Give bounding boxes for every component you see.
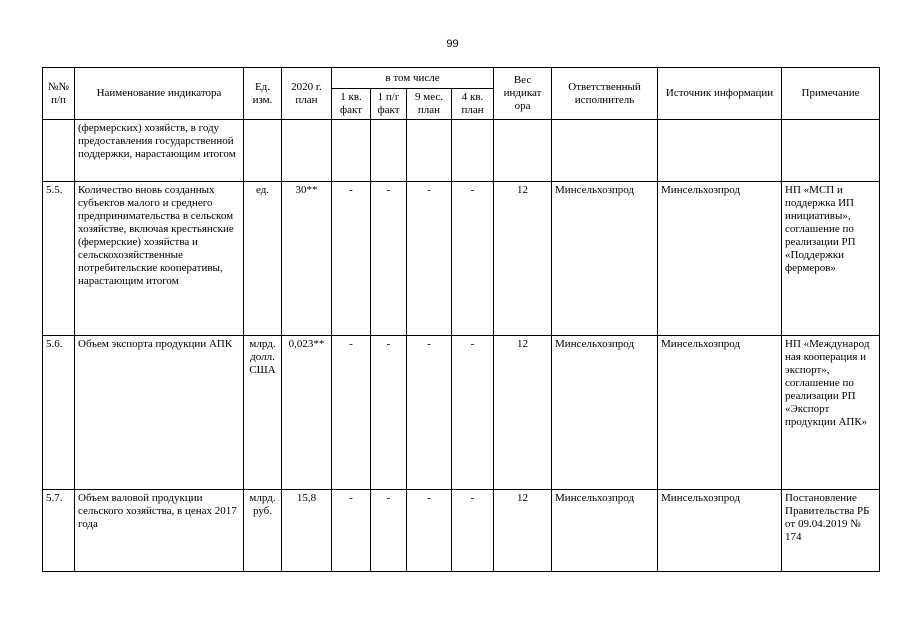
cell-plan: 30** bbox=[282, 182, 332, 336]
cell-note: Постановление Правительства РБ от 09.04.2019 № 174 bbox=[782, 490, 880, 572]
cell-source bbox=[658, 120, 782, 182]
cell-plan bbox=[282, 120, 332, 182]
cell-q1 bbox=[332, 120, 371, 182]
cell-weight: 12 bbox=[494, 336, 552, 490]
cell-weight: 12 bbox=[494, 490, 552, 572]
cell-responsible: Минсельхозпрод bbox=[552, 182, 658, 336]
cell-responsible bbox=[552, 120, 658, 182]
cell-h1 bbox=[371, 120, 407, 182]
header-name: Наименование индикатора bbox=[75, 68, 244, 120]
cell-q1: - bbox=[332, 490, 371, 572]
cell-q1: - bbox=[332, 336, 371, 490]
cell-num bbox=[43, 120, 75, 182]
header-h1-fact: 1 п/г факт bbox=[371, 89, 407, 120]
cell-source: Минсельхозпрод bbox=[658, 336, 782, 490]
cell-unit: млрд. долл. США bbox=[244, 336, 282, 490]
cell-source: Минсельхозпрод bbox=[658, 182, 782, 336]
cell-note: НП «Международ ная кооперация и экспорт», соглашение по реализации РП «Экспорт продукции АПК» bbox=[782, 336, 880, 490]
indicators-table bbox=[42, 67, 880, 572]
header-responsible: Ответственный исполнитель bbox=[552, 68, 658, 120]
cell-h1: - bbox=[371, 182, 407, 336]
cell-9m: - bbox=[407, 336, 452, 490]
header-q1-fact: 1 кв. факт bbox=[332, 89, 371, 120]
header-source: Источник информации bbox=[658, 68, 782, 120]
page-number: 99 bbox=[446, 38, 459, 50]
cell-responsible: Минсельхозпрод bbox=[552, 490, 658, 572]
cell-q4: - bbox=[452, 182, 494, 336]
cell-q4 bbox=[452, 120, 494, 182]
table-header bbox=[43, 68, 880, 120]
table-row bbox=[43, 336, 880, 490]
cell-q4: - bbox=[452, 490, 494, 572]
cell-plan: 0,023** bbox=[282, 336, 332, 490]
cell-q4: - bbox=[452, 336, 494, 490]
cell-h1: - bbox=[371, 490, 407, 572]
cell-source: Минсельхозпрод bbox=[658, 490, 782, 572]
header-including: в том числе bbox=[332, 68, 494, 89]
cell-9m bbox=[407, 120, 452, 182]
header-plan-2020: 2020 г. план bbox=[282, 68, 332, 120]
header-note: Примечание bbox=[782, 68, 880, 120]
cell-name: (фермерских) хозяйств, в году предоставления государственной поддержки, нарастающим итогом bbox=[75, 120, 244, 182]
cell-9m: - bbox=[407, 490, 452, 572]
header-q4-plan: 4 кв. план bbox=[452, 89, 494, 120]
header-unit: Ед. изм. bbox=[244, 68, 282, 120]
header-weight: Вес индикат ора bbox=[494, 68, 552, 120]
cell-q1: - bbox=[332, 182, 371, 336]
cell-num: 5.5. bbox=[43, 182, 75, 336]
cell-name: Количество вновь созданных субъектов малого и среднего предпринимательства в сельском хозяйстве, включая крестьянские (фермерские) хозяйства и сельскохозяйственные потребительские кооперативы, нарастающим итогом bbox=[75, 182, 244, 336]
cell-unit bbox=[244, 120, 282, 182]
cell-weight bbox=[494, 120, 552, 182]
cell-note bbox=[782, 120, 880, 182]
cell-name: Объем валовой продукции сельского хозяйства, в ценах 2017 года bbox=[75, 490, 244, 572]
cell-unit: млрд. руб. bbox=[244, 490, 282, 572]
cell-weight: 12 bbox=[494, 182, 552, 336]
table-row bbox=[43, 490, 880, 572]
cell-9m: - bbox=[407, 182, 452, 336]
cell-name: Объем экспорта продукции АПК bbox=[75, 336, 244, 490]
cell-plan: 15,8 bbox=[282, 490, 332, 572]
cell-num: 5.7. bbox=[43, 490, 75, 572]
cell-responsible: Минсельхозпрод bbox=[552, 336, 658, 490]
cell-num: 5.6. bbox=[43, 336, 75, 490]
header-num: №№ п/п bbox=[43, 68, 75, 120]
cell-unit: ед. bbox=[244, 182, 282, 336]
table-row bbox=[43, 182, 880, 336]
cell-note: НП «МСП и поддержка ИП инициативы», соглашение по реализации РП «Поддержки фермеров» bbox=[782, 182, 880, 336]
header-9m-plan: 9 мес. план bbox=[407, 89, 452, 120]
cell-h1: - bbox=[371, 336, 407, 490]
table-row bbox=[43, 120, 880, 182]
